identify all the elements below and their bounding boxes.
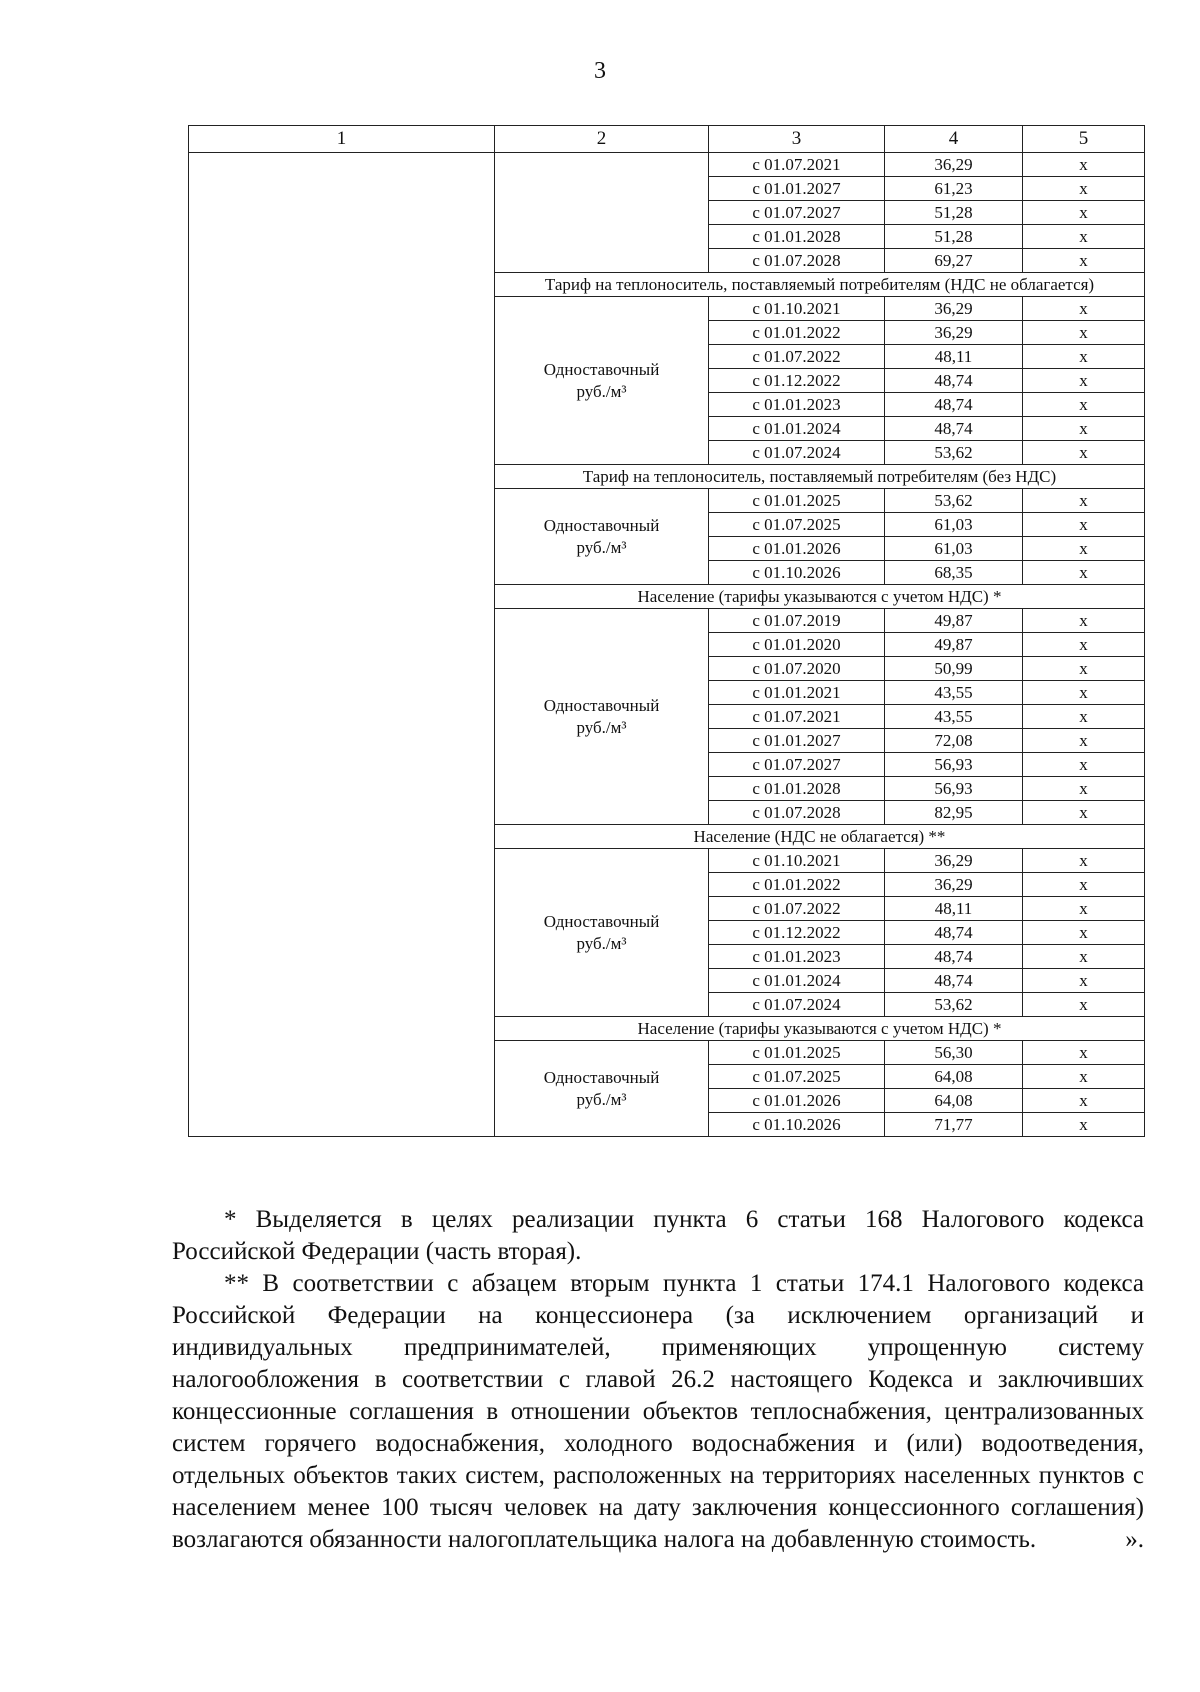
value-cell: 36,29 bbox=[885, 849, 1023, 873]
mark-cell: х bbox=[1023, 633, 1145, 657]
mark-cell: х bbox=[1023, 777, 1145, 801]
value-cell: 36,29 bbox=[885, 153, 1023, 177]
rate-type-label: Одноставочный bbox=[543, 911, 660, 931]
mark-cell: х bbox=[1023, 561, 1145, 585]
value-cell: 61,03 bbox=[885, 537, 1023, 561]
mark-cell: х bbox=[1023, 897, 1145, 921]
column-header: 5 bbox=[1023, 126, 1145, 153]
mark-cell: х bbox=[1023, 153, 1145, 177]
tariff-table bbox=[188, 125, 1145, 1137]
value-cell: 56,93 bbox=[885, 753, 1023, 777]
value-cell: 61,23 bbox=[885, 177, 1023, 201]
date-cell: с 01.01.2022 bbox=[709, 321, 885, 345]
mark-cell: х bbox=[1023, 921, 1145, 945]
column-header: 1 bbox=[189, 126, 495, 153]
value-cell: 49,87 bbox=[885, 609, 1023, 633]
footnote-vat-exempt bbox=[172, 1268, 1144, 1556]
value-cell: 50,99 bbox=[885, 657, 1023, 681]
mark-cell: х bbox=[1023, 1041, 1145, 1065]
mark-cell: х bbox=[1023, 249, 1145, 273]
section-heading: Тариф на теплоноситель, поставляемый потребителям (без НДС) bbox=[495, 465, 1145, 489]
value-cell: 82,95 bbox=[885, 801, 1023, 825]
mark-cell: х bbox=[1023, 753, 1145, 777]
rate-type-label: Одноставочный bbox=[543, 1067, 660, 1087]
date-cell: с 01.07.2027 bbox=[709, 753, 885, 777]
date-cell: с 01.01.2026 bbox=[709, 1089, 885, 1113]
mark-cell: х bbox=[1023, 489, 1145, 513]
date-cell: с 01.07.2020 bbox=[709, 657, 885, 681]
mark-cell: х bbox=[1023, 297, 1145, 321]
unit-label: руб./м³ bbox=[576, 381, 627, 401]
value-cell: 64,08 bbox=[885, 1089, 1023, 1113]
date-cell: с 01.07.2025 bbox=[709, 513, 885, 537]
section-heading: Население (тарифы указываются с учетом НДС) * bbox=[495, 585, 1145, 609]
date-cell: с 01.07.2025 bbox=[709, 1065, 885, 1089]
footnote-vat-included: * Выделяется в целях реализации пункта 6 статьи 168 Налогового кодекса Российской Федерации (часть вторая). bbox=[172, 1206, 1144, 1265]
date-cell: с 01.07.2028 bbox=[709, 801, 885, 825]
value-cell: 51,28 bbox=[885, 225, 1023, 249]
unit-label: руб./м³ bbox=[576, 1089, 627, 1109]
rate-type-cell bbox=[495, 609, 709, 825]
mark-cell: х bbox=[1023, 849, 1145, 873]
value-cell: 53,62 bbox=[885, 441, 1023, 465]
value-cell: 48,74 bbox=[885, 393, 1023, 417]
tariff-body bbox=[189, 153, 1145, 1137]
empty-cell bbox=[495, 153, 709, 273]
mark-cell: х bbox=[1023, 729, 1145, 753]
value-cell: 72,08 bbox=[885, 729, 1023, 753]
date-cell: с 01.10.2021 bbox=[709, 297, 885, 321]
date-cell: с 01.01.2024 bbox=[709, 417, 885, 441]
value-cell: 53,62 bbox=[885, 489, 1023, 513]
value-cell: 43,55 bbox=[885, 705, 1023, 729]
mark-cell: х bbox=[1023, 177, 1145, 201]
date-cell: с 01.07.2027 bbox=[709, 201, 885, 225]
date-cell: с 01.07.2022 bbox=[709, 897, 885, 921]
mark-cell: х bbox=[1023, 1065, 1145, 1089]
page-number: 3 bbox=[594, 58, 606, 84]
column-header: 3 bbox=[709, 126, 885, 153]
mark-cell: х bbox=[1023, 201, 1145, 225]
value-cell: 49,87 bbox=[885, 633, 1023, 657]
section-heading: Население (НДС не облагается) ** bbox=[495, 825, 1145, 849]
mark-cell: х bbox=[1023, 345, 1145, 369]
date-cell: с 01.10.2026 bbox=[709, 1113, 885, 1137]
mark-cell: х bbox=[1023, 441, 1145, 465]
date-cell: с 01.01.2028 bbox=[709, 777, 885, 801]
rate-type-cell bbox=[495, 1041, 709, 1137]
mark-cell: х bbox=[1023, 873, 1145, 897]
unit-label: руб./м³ bbox=[576, 537, 627, 557]
mark-cell: х bbox=[1023, 705, 1145, 729]
date-cell: с 01.01.2024 bbox=[709, 969, 885, 993]
value-cell: 48,74 bbox=[885, 921, 1023, 945]
unit-label: руб./м³ bbox=[576, 717, 627, 737]
date-cell: с 01.01.2022 bbox=[709, 873, 885, 897]
rate-type-label: Одноставочный bbox=[543, 695, 660, 715]
mark-cell: х bbox=[1023, 417, 1145, 441]
date-cell: с 01.01.2026 bbox=[709, 537, 885, 561]
mark-cell: х bbox=[1023, 969, 1145, 993]
footnote-vat-exempt-text: ** В соответствии с абзацем вторым пункта 1 статьи 174.1 Налогового кодекса Российской Федерации на концессионера (за исключением организаций и индивидуальных предпринимателей, применяющих упрощенную систему налогообложения в соответствии с главой 26.2 настоящего Кодекса и заключивших концессионные соглашения в отношении объектов теплоснабжения, централизованных систем горячего водоснабжения, холодного водоснабжения и (или) водоотведения, отдельных объектов таких систем, расположенных на территориях населенных пунктов с населением менее 100 тысяч человек на дату заключения концессионного соглашения) возлагаются обязанности налогоплательщика налога на добавленную стоимость. bbox=[172, 1270, 1144, 1553]
value-cell: 48,11 bbox=[885, 897, 1023, 921]
date-cell: с 01.01.2023 bbox=[709, 945, 885, 969]
date-cell: с 01.10.2021 bbox=[709, 849, 885, 873]
value-cell: 56,93 bbox=[885, 777, 1023, 801]
mark-cell: х bbox=[1023, 1113, 1145, 1137]
mark-cell: х bbox=[1023, 537, 1145, 561]
value-cell: 68,35 bbox=[885, 561, 1023, 585]
mark-cell: х bbox=[1023, 609, 1145, 633]
closing-quote: ». bbox=[1125, 1526, 1144, 1553]
table-row bbox=[189, 153, 1145, 177]
date-cell: с 01.07.2028 bbox=[709, 249, 885, 273]
mark-cell: х bbox=[1023, 513, 1145, 537]
column-number-row bbox=[189, 126, 1145, 153]
value-cell: 36,29 bbox=[885, 321, 1023, 345]
section-heading: Население (тарифы указываются с учетом НДС) * bbox=[495, 1017, 1145, 1041]
value-cell: 48,74 bbox=[885, 945, 1023, 969]
unit-label: руб./м³ bbox=[576, 933, 627, 953]
mark-cell: х bbox=[1023, 657, 1145, 681]
section-heading: Тариф на теплоноситель, поставляемый потребителям (НДС не облагается) bbox=[495, 273, 1145, 297]
value-cell: 61,03 bbox=[885, 513, 1023, 537]
value-cell: 53,62 bbox=[885, 993, 1023, 1017]
value-cell: 36,29 bbox=[885, 297, 1023, 321]
mark-cell: х bbox=[1023, 945, 1145, 969]
mark-cell: х bbox=[1023, 225, 1145, 249]
date-cell: с 01.07.2021 bbox=[709, 153, 885, 177]
rate-type-label: Одноставочный bbox=[543, 515, 660, 535]
date-cell: с 01.01.2027 bbox=[709, 177, 885, 201]
date-cell: с 01.01.2028 bbox=[709, 225, 885, 249]
mark-cell: х bbox=[1023, 369, 1145, 393]
date-cell: с 01.01.2025 bbox=[709, 489, 885, 513]
mark-cell: х bbox=[1023, 801, 1145, 825]
value-cell: 43,55 bbox=[885, 681, 1023, 705]
value-cell: 36,29 bbox=[885, 873, 1023, 897]
date-cell: с 01.01.2020 bbox=[709, 633, 885, 657]
column-header: 2 bbox=[495, 126, 709, 153]
value-cell: 56,30 bbox=[885, 1041, 1023, 1065]
value-cell: 69,27 bbox=[885, 249, 1023, 273]
date-cell: с 01.07.2024 bbox=[709, 441, 885, 465]
value-cell: 48,74 bbox=[885, 369, 1023, 393]
mark-cell: х bbox=[1023, 681, 1145, 705]
value-cell: 71,77 bbox=[885, 1113, 1023, 1137]
rate-type-label: Одноставочный bbox=[543, 359, 660, 379]
column-header: 4 bbox=[885, 126, 1023, 153]
mark-cell: х bbox=[1023, 393, 1145, 417]
date-cell: с 01.01.2021 bbox=[709, 681, 885, 705]
rate-type-cell bbox=[495, 849, 709, 1017]
date-cell: с 01.01.2023 bbox=[709, 393, 885, 417]
date-cell: с 01.01.2027 bbox=[709, 729, 885, 753]
date-cell: с 01.07.2024 bbox=[709, 993, 885, 1017]
value-cell: 48,74 bbox=[885, 417, 1023, 441]
value-cell: 51,28 bbox=[885, 201, 1023, 225]
date-cell: с 01.07.2019 bbox=[709, 609, 885, 633]
mark-cell: х bbox=[1023, 1089, 1145, 1113]
empty-cell bbox=[189, 153, 495, 1137]
value-cell: 48,74 bbox=[885, 969, 1023, 993]
value-cell: 48,11 bbox=[885, 345, 1023, 369]
rate-type-cell bbox=[495, 489, 709, 585]
date-cell: с 01.10.2026 bbox=[709, 561, 885, 585]
rate-type-cell bbox=[495, 297, 709, 465]
date-cell: с 01.07.2022 bbox=[709, 345, 885, 369]
date-cell: с 01.12.2022 bbox=[709, 369, 885, 393]
value-cell: 64,08 bbox=[885, 1065, 1023, 1089]
mark-cell: х bbox=[1023, 321, 1145, 345]
footnotes bbox=[172, 1204, 1144, 1556]
date-cell: с 01.07.2021 bbox=[709, 705, 885, 729]
date-cell: с 01.12.2022 bbox=[709, 921, 885, 945]
date-cell: с 01.01.2025 bbox=[709, 1041, 885, 1065]
mark-cell: х bbox=[1023, 993, 1145, 1017]
